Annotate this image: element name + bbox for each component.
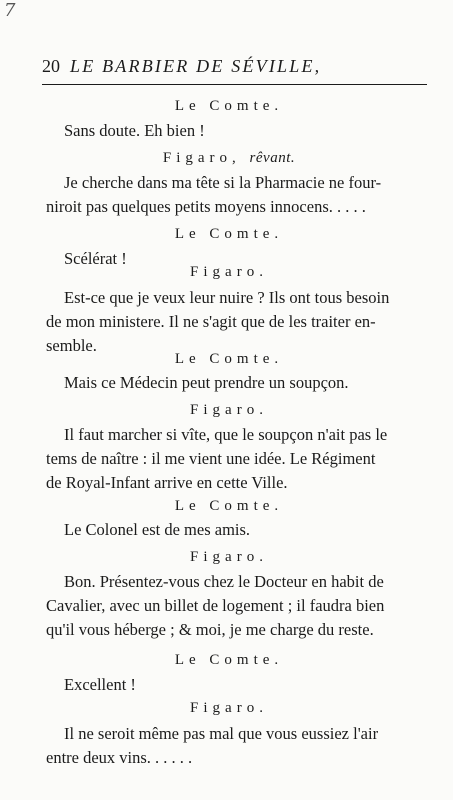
stage-direction: rêvant. (249, 150, 296, 166)
speaker-name: Le Comte. (174, 98, 284, 114)
dialogue-line: Sans doute. Eh bien ! (64, 121, 205, 140)
dialogue-line: Est-ce que je veux leur nuire ? Ils ont tous besoin (64, 288, 390, 307)
speaker-name: Figaro. (190, 549, 268, 565)
speaker-name: Figaro, (162, 150, 241, 166)
dialogue-line: Excellent ! (64, 675, 136, 694)
speaker-name: Figaro. (190, 264, 268, 280)
page-number: 20 (42, 56, 60, 76)
dialogue-line: de mon ministere. Il ne s'agit que de les traiter en- (46, 312, 376, 331)
dialogue-line: Mais ce Médecin peut prendre un soupçon. (64, 373, 349, 392)
running-title: LE BARBIER DE SÉVILLE, (70, 56, 322, 76)
speaker-name: Figaro. (190, 700, 268, 716)
speaker-name: Le Comte. (174, 652, 284, 668)
speaker-name: Le Comte. (174, 498, 284, 514)
dialogue-line: Le Colonel est de mes amis. (64, 520, 251, 539)
dialogue-line: semble. (46, 336, 97, 355)
dialogue-line: entre deux vins. . . . . . (46, 748, 193, 767)
corner-mark: 7 (4, 0, 16, 21)
speaker-heading (40, 148, 418, 168)
dialogue-line: niroit pas quelques petits moyens innocens. . . . . (46, 197, 366, 216)
speaker-name: Le Comte. (174, 351, 284, 367)
dialogue-line: Bon. Présentez-vous chez le Docteur en habit de (64, 572, 384, 591)
speaker-name: Figaro. (190, 402, 268, 418)
dialogue-line: Il faut marcher si vîte, que le soupçon n'ait pas le (64, 425, 388, 444)
dialogue-line: Je cherche dans ma tête si la Pharmacie ne four- (64, 173, 382, 192)
dialogue-line: qu'il vous héberge ; & moi, je me charge du reste. (46, 620, 374, 639)
dialogue-line: de Royal-Infant arrive en cette Ville. (46, 473, 288, 492)
header-rule (42, 84, 427, 85)
dialogue-line: Cavalier, avec un billet de logement ; il faudra bien (46, 596, 385, 615)
speaker-name: Le Comte. (174, 226, 284, 242)
dialogue-line: Scélérat ! (64, 249, 127, 268)
dialogue-line: Il ne seroit même pas mal que vous eussiez l'air (64, 724, 379, 743)
dialogue-line: tems de naître : il me vient une idée. Le Régiment (46, 449, 376, 468)
page-header (42, 56, 426, 82)
